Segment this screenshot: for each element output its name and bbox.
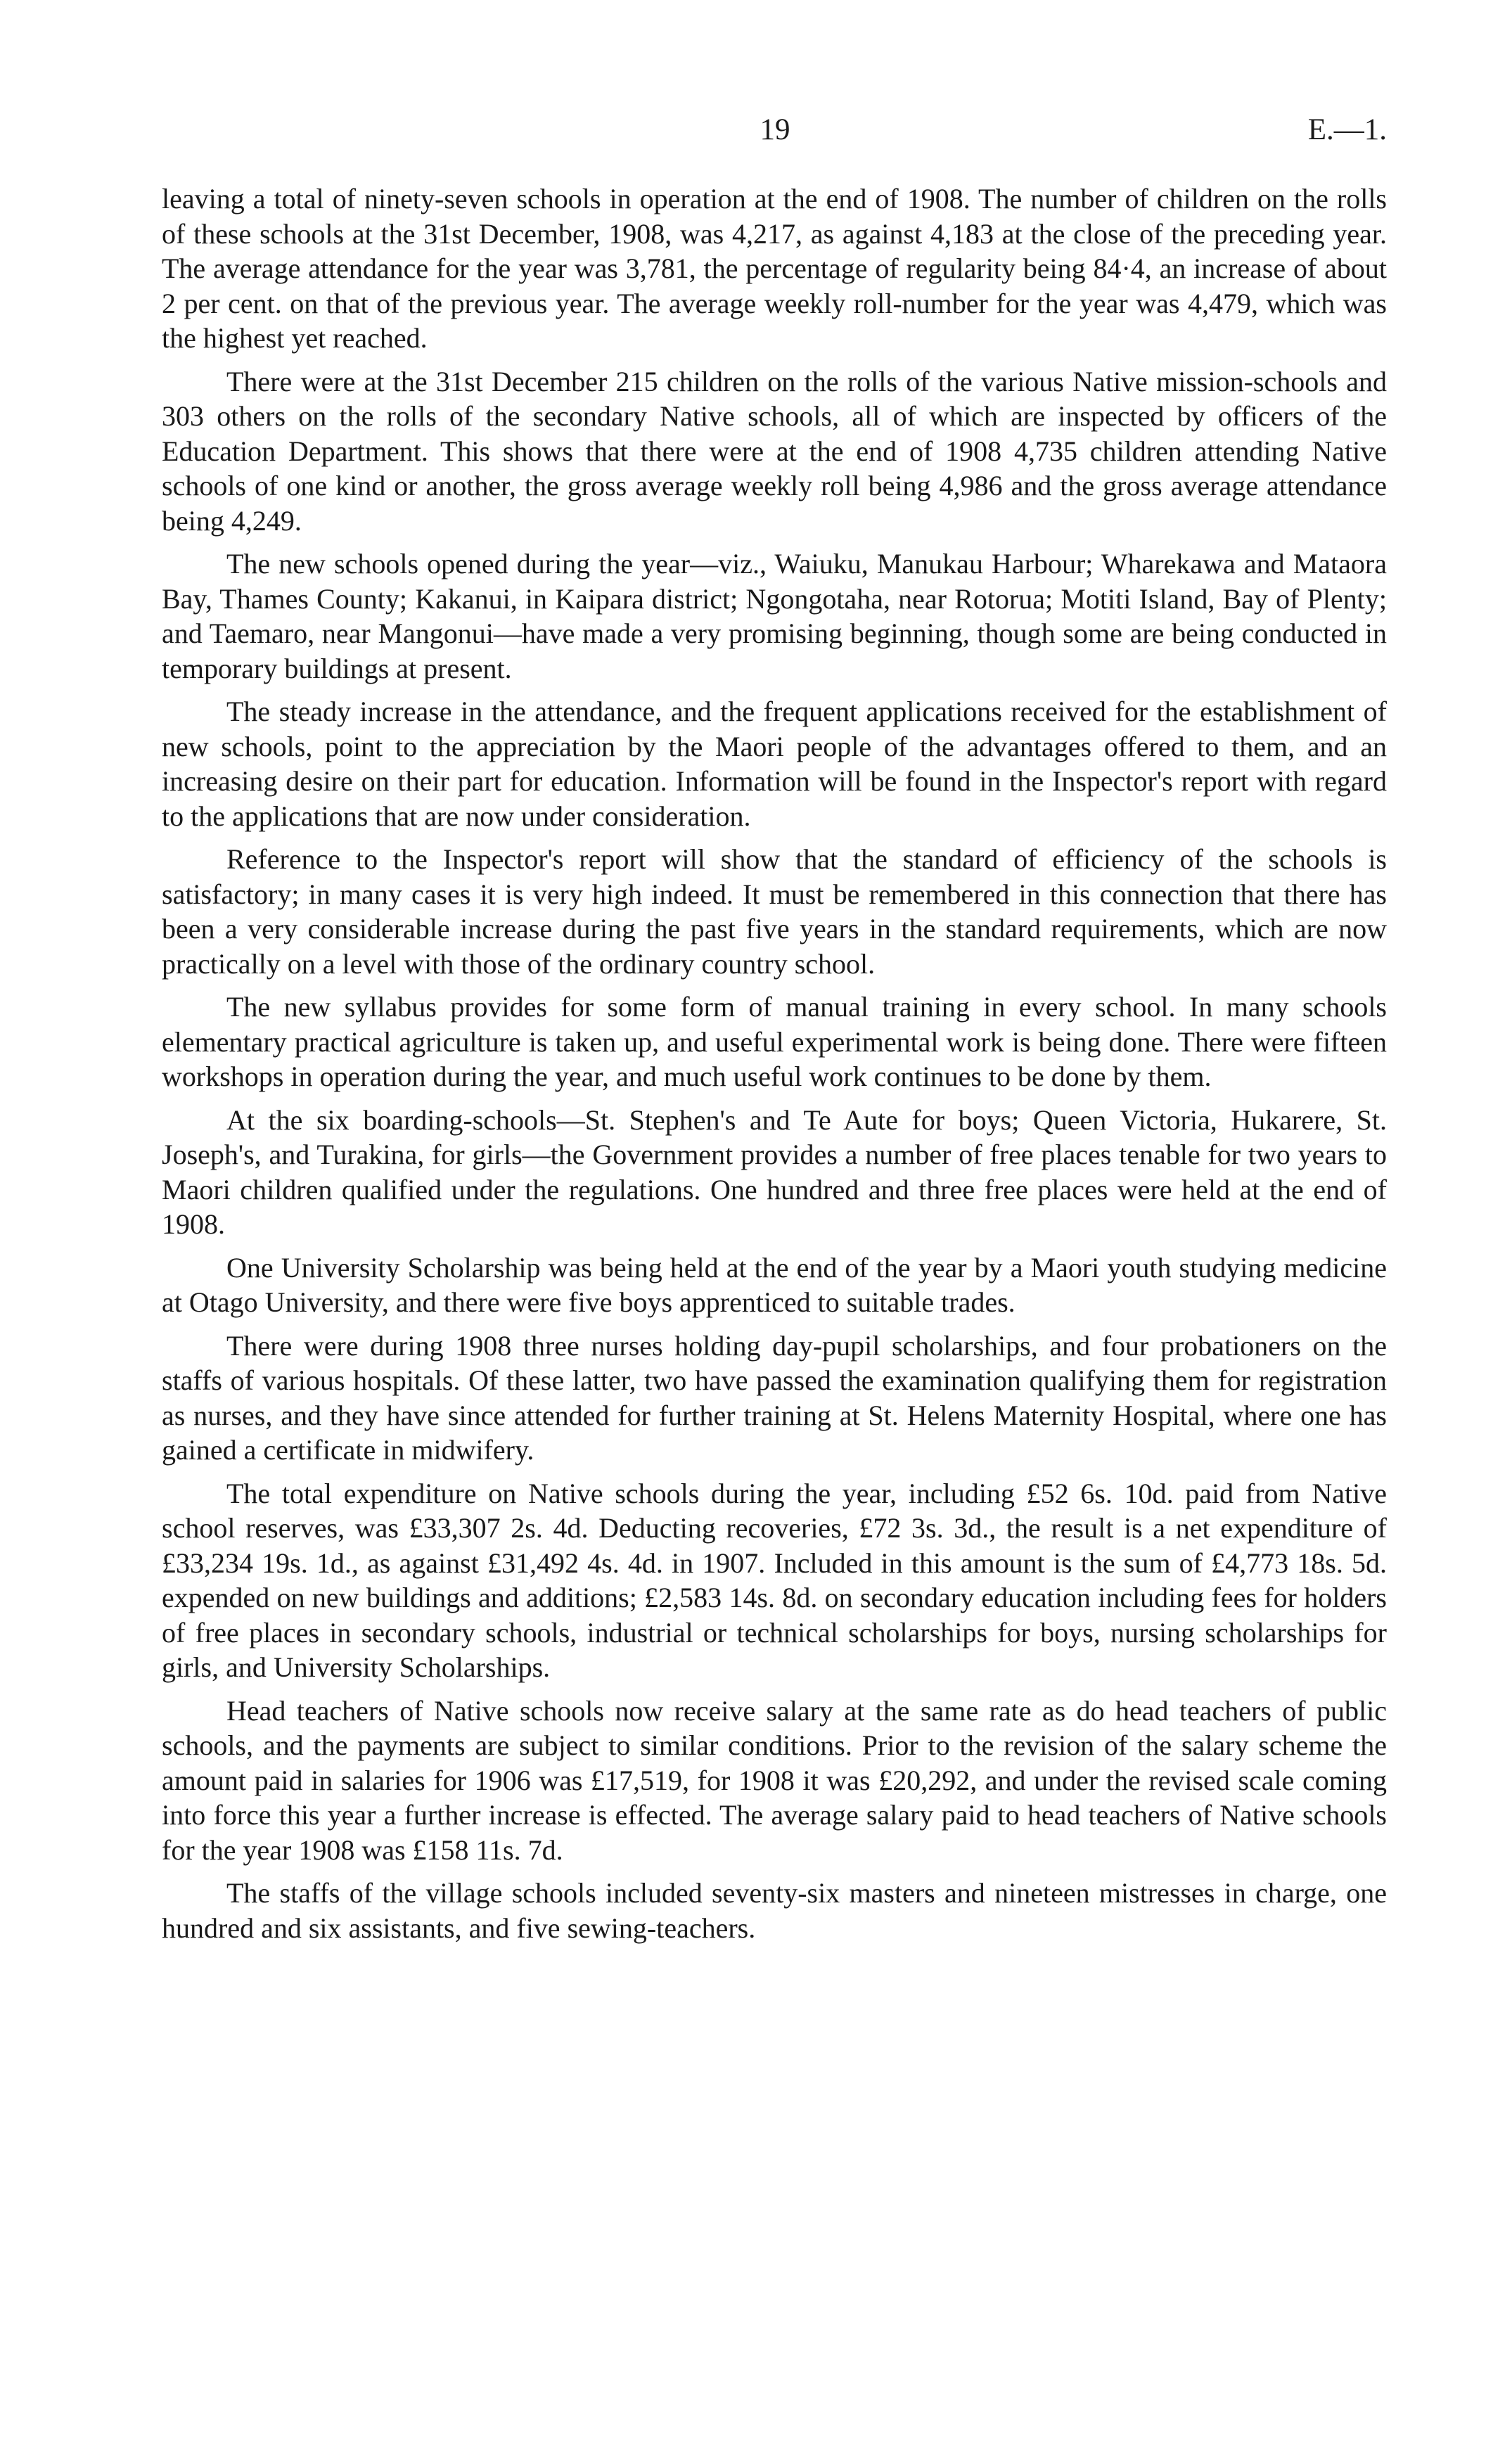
paragraph-boarding-schools: At the six boarding-schools—St. Stephen's and Te Aute for boys; Queen Victoria, Hukarere, St. Joseph's, and Turakina, for girls—the Government provides a number of free places tenable for two years to Maori children qualified under the regulations. One hundred and three free places were held at the end of 1908. [162,1103,1387,1240]
paragraph-mission-schools: There were at the 31st December 215 children on the rolls of the various Native mission-schools and 303 others on the rolls of the secondary Native schools, all of which are inspected by officers of the Education Department. This shows that there were at the end of 1908 4,735 children attending Native schools of one kind or another, the gross average weekly roll being 4,986 and the gross average attendance being 4,249. [162,365,1387,537]
body-text [162,181,1387,1954]
paragraph-efficiency: Reference to the Inspector's report will show that the standard of efficiency of the schools is satisfactory; in many cases it is very high indeed. It must be remembered in this connection that there has been a very considerable increase during the past five years in the standard requirements, which are now practically on a level with those of the ordinary country school. [162,843,1387,980]
document-code: E.—1. [1307,113,1387,146]
paragraph-manual-training: The new syllabus provides for some form of manual training in every school. In many schools elementary practical agriculture is taken up, and useful experimental work is being done. There were fifteen workshops in operation during the year, and much useful work continues to be done by them. [162,991,1387,1092]
paragraph-salaries: Head teachers of Native schools now receive salary at the same rate as do head teachers of public schools, and the payments are subject to similar conditions. Prior to the revision of the salary scheme the amount paid in salaries for 1906 was £17,519, for 1908 it was £20,292, and under the revised scale coming into force this year a further increase is effected. The average salary paid to head teachers of Native schools for the year 1908 was £158 11s. 7d. [162,1694,1387,1866]
paragraph-continued: leaving a total of ninety-seven schools in operation at the end of 1908. The number of children on the rolls of these schools at the 31st December, 1908, was 4,217, as against 4,183 at the close of the preceding year. The average attendance for the year was 3,781, the percentage of regularity being 84·4, an increase of about 2 per cent. on that of the previous year. The average weekly roll-number for the year was 4,479, which was the highest yet reached. [162,183,1387,354]
page-header [163,113,1387,155]
paragraph-university-scholarship: One University Scholarship was being held at the end of the year by a Maori youth studying medicine at Otago University, and there were five boys apprenticed to suitable trades. [162,1251,1387,1318]
paragraph-new-schools: The new schools opened during the year—viz., Waiuku, Manukau Harbour; Wharekawa and Mataora Bay, Thames County; Kakanui, in Kaipara district; Ngongotaha, near Rotorua; Motiti Island, Bay of Plenty; and Taemaro, near Mangonui—have made a very promising beginning, though some are being conducted in temporary buildings at present. [162,548,1387,684]
paragraph-attendance-increase: The steady increase in the attendance, and the frequent applications received for the establishment of new schools, point to the appreciation by the Maori people of the advantages offered to them, and an increasing desire on their part for education. Information will be found in the Inspector's report with regard to the applications that are now under consideration. [162,696,1387,832]
paragraph-nurses: There were during 1908 three nurses holding day-pupil scholarships, and four probationers on the staffs of various hospitals. Of these latter, two have passed the examination qualifying them for registration as nurses, and they have since attended for further training at St. Helens Maternity Hospital, where one has gained a certificate in midwifery. [162,1329,1387,1466]
page-number: 19 [760,113,790,146]
paragraph-staffs: The staffs of the village schools included seventy-six masters and nineteen mistresses in charge, one hundred and six assistants, and five sewing-teachers. [162,1877,1387,1944]
paragraph-expenditure: The total expenditure on Native schools during the year, including £52 6s. 10d. paid from Native school reserves, was £33,307 2s. 4d. Deducting recoveries, £72 3s. 3d., the result is a net expenditure of £33,234 19s. 1d., as against £31,492 4s. 4d. in 1907. Included in this amount is the sum of £4,773 18s. 5d. expended on new buildings and additions; £2,583 14s. 8d. on secondary education including fees for holders of free places in secondary schools, industrial or technical scholarships for boys, nursing scholarships for girls, and University Scholarships. [162,1477,1387,1683]
